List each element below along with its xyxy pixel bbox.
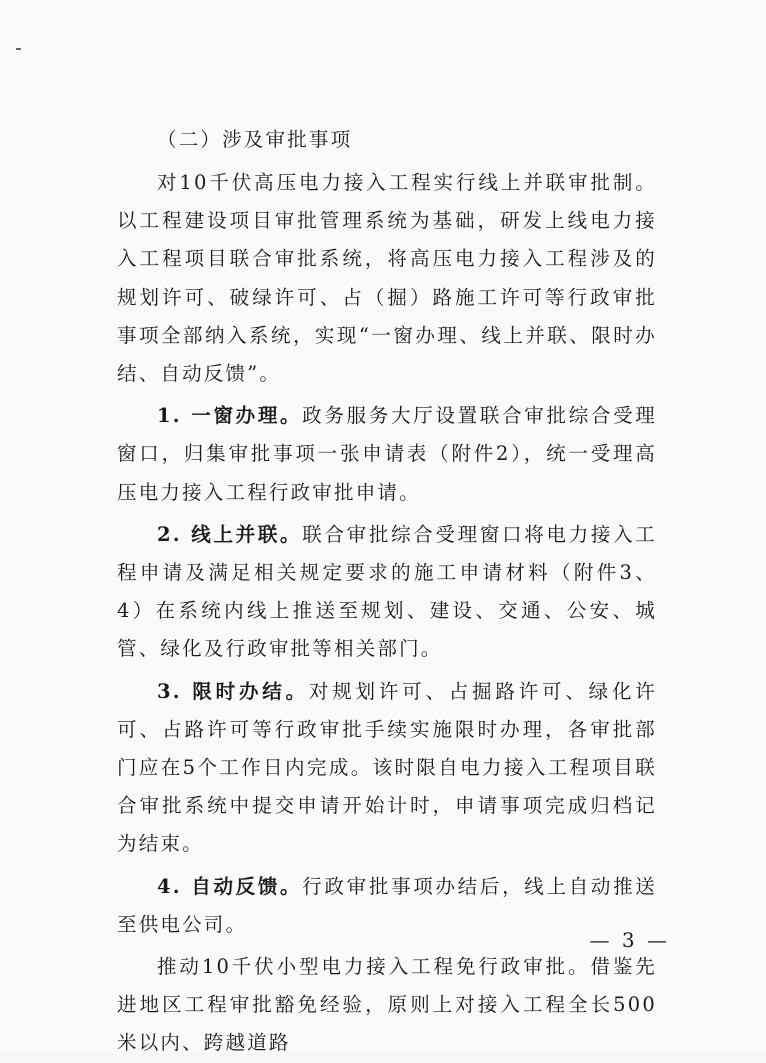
item-paragraph-2	[117, 516, 657, 669]
item-paragraph-3	[117, 673, 657, 864]
section-heading: （二）涉及审批事项	[157, 128, 353, 151]
closing-paragraph: 推动10千伏小型电力接入工程免行政审批。借鉴先进地区工程审批豁免经验，原则上对接入工程全长500米以内、跨越道路	[117, 955, 657, 1055]
item-text: 对规划许可、占掘路许可、绿化许可、占路许可等行政审批手续实施限时办理，各审批部门应在5个工作日内完成。该时限自电力接入工程项目联合审批系统中提交申请开始计时，申请事项完成归档记为结束。	[117, 679, 657, 856]
scan-speck	[16, 48, 21, 50]
item-paragraph-1	[117, 397, 657, 512]
item-text: 政务服务大厅设置联合审批综合受理窗口，归集审批事项一张申请表（附件2），统一受理高压电力接入工程行政审批申请。	[117, 404, 657, 504]
intro-paragraph: 对10千伏高压电力接入工程实行线上并联审批制。以工程建设项目审批管理系统为基础，研发上线电力接入工程项目联合审批系统，将高压电力接入工程涉及的规划许可、破绿许可、占（掘）路施工许可等行政审批事项全部纳入系统，实现“一窗办理、线上并联、限时办结、自动反馈”。	[117, 171, 657, 386]
item-lead: 4. 自动反馈。	[157, 874, 303, 898]
item-text: 行政审批事项办结后，线上自动推送至供电公司。	[117, 874, 657, 936]
page-number: — 3 —	[589, 928, 670, 952]
item-lead: 3. 限时办结。	[157, 679, 309, 703]
document-body	[117, 122, 657, 1063]
item-paragraph-4	[117, 868, 657, 944]
item-lead: 1. 一窗办理。	[157, 404, 303, 428]
item-lead: 2. 线上并联。	[157, 522, 303, 546]
item-text: 联合审批综合受理窗口将电力接入工程申请及满足相关规定要求的施工申请材料（附件3、4）在系统内线上推送至规划、建设、交通、公安、城管、绿化及行政审批等相关部门。	[117, 522, 657, 661]
